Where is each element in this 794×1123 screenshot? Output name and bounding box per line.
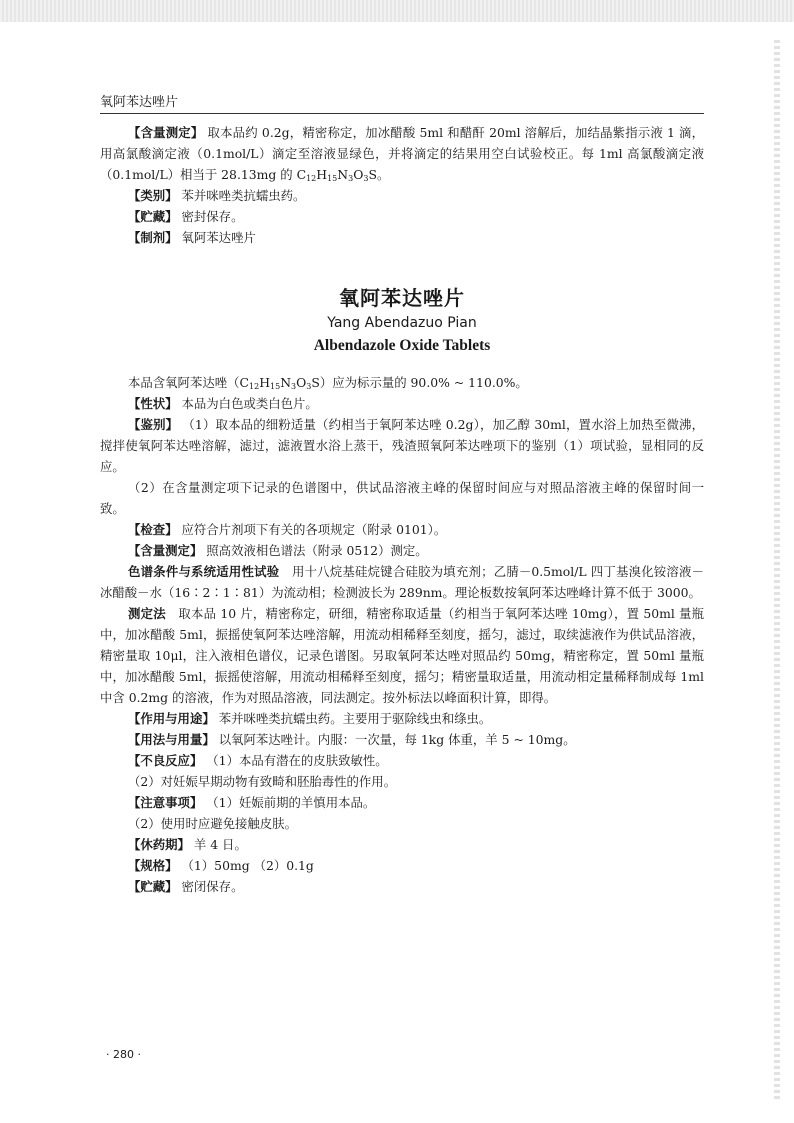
prev-storage-paragraph: 【贮藏】 密封保存。	[128, 209, 244, 224]
subsection-label: 色谱条件与系统适用性试验	[128, 564, 280, 579]
adverse-paragraph-1: 【不良反应】 （1）本品有潜在的皮肤致敏性。	[128, 753, 388, 768]
dosage-paragraph: 【用法与用量】 以氧阿苯达唑计。内服：一次量，每 1kg 体重，羊 5 ~ 10mg。	[128, 732, 576, 747]
identification-paragraph-2: （2）在含量测定项下记录的色谱图中，供试品溶液主峰的保留时间应与对照品溶液主峰的保留时间一致。	[100, 480, 704, 516]
withdrawal-paragraph: 【休药期】 羊 4 日。	[128, 837, 247, 852]
page-content	[100, 122, 704, 897]
storage-paragraph: 【贮藏】 密闭保存。	[128, 879, 244, 894]
character-paragraph: 【性状】 本品为白色或类白色片。	[128, 396, 318, 411]
method-paragraph: 测定法 取本品 10 片，精密称定，研细，精密称取适量（约相当于氧阿苯达唑 10mg），置 50ml 量瓶中，加冰醋酸 5ml，振摇使氧阿苯达唑溶解，用流动相稀释至刻度，摇匀，滤过，取续滤液作为供试品溶液，精密量取 10μl，注入液相色谱仪，记录色谱图。另取氧阿苯达唑对照品约 50mg，精密称定，置 50ml 量瓶中，加冰醋酸 5ml，振摇使溶解，用流动相稀释至刻度，摇匀；精密量取适量，用流动相定量稀释制成每 1ml 中含 0.2mg 的溶液，作为对照品溶液，同法测定。按外标法以峰面积计算，即得。	[100, 606, 705, 705]
section-label: 【规格】	[128, 858, 178, 873]
header-rule	[100, 113, 704, 114]
section-label: 【含量测定】	[128, 125, 204, 140]
examination-paragraph: 【检查】 应符合片剂项下有关的各项规定（附录 0101）。	[128, 522, 447, 537]
system-suitability-paragraph: 色谱条件与系统适用性试验 用十八烷基硅烷键合硅胶为填充剂；乙腈－0.5mol/L 四丁基溴化铵溶液－冰醋酸－水（16∶2∶1∶81）为流动相；检测波长为 289nm。理论板数按氧阿苯达唑峰计算不低于 3000。	[100, 564, 705, 600]
section-label: 【含量测定】	[128, 543, 203, 558]
intro-paragraph: 本品含氧阿苯达唑$(C_{12}H_{15}N_3O_3S)$应为标示量的 90.0% ~ 110.0%。	[128, 375, 528, 391]
section-label: 【性状】	[128, 396, 178, 411]
section-label: 【类别】	[128, 188, 178, 203]
cautions-paragraph-2: （2）使用时应避免接触皮肤。	[128, 816, 297, 831]
running-head: 氧阿苯达唑片	[100, 95, 179, 110]
section-label: 【不良反应】	[128, 753, 203, 768]
prev-assay-paragraph: 【含量测定】 取本品约 0.2g，精密称定，加冰醋酸 5ml 和醋酐 20ml 溶解后，加结晶紫指示液 1 滴，用高氯酸滴定液（0.1mol/L）滴定至溶液显绿色，并将滴定的结果用空白试验校正。每 1ml 高氯酸滴定液（0.1mol/L）相当于 28.13mg 的 $C_{12}H_{15}N_3O_3S$。	[100, 125, 704, 183]
section-label: 【注意事项】	[128, 795, 203, 810]
scan-top-edge	[0, 0, 794, 22]
scan-right-edge	[774, 40, 780, 1100]
identification-paragraph-1: 【鉴别】 （1）取本品的细粉适量（约相当于氧阿苯达唑 0.2g），加乙醇 30ml，置水浴上加热至微沸，搅拌使氧阿苯达唑溶解，滤过，滤液置水浴上蒸干，残渣照氧阿苯达唑项下的鉴别（1）项试验，显相同的反应。	[100, 417, 704, 474]
monograph-title-pinyin: Yang Abendazuo Pian	[327, 315, 477, 331]
cautions-paragraph-1: 【注意事项】 （1）妊娠前期的羊慎用本品。	[128, 795, 376, 810]
page-number: · 280 ·	[106, 1048, 141, 1061]
monograph-title-cn: 氧阿苯达唑片	[339, 286, 465, 310]
section-label: 【贮藏】	[128, 209, 178, 224]
section-label: 【贮藏】	[128, 879, 178, 894]
section-label: 【作用与用途】	[128, 711, 215, 726]
strength-paragraph: 【规格】 （1）50mg （2）0.1g	[128, 858, 314, 873]
section-label: 【用法与用量】	[128, 732, 215, 747]
section-label: 【鉴别】	[128, 417, 179, 432]
section-label: 【制剂】	[128, 230, 178, 245]
prev-category-paragraph: 【类别】 苯并咪唑类抗蠕虫药。	[128, 188, 306, 203]
action-paragraph: 【作用与用途】 苯并咪唑类抗蠕虫药。主要用于驱除线虫和绦虫。	[128, 711, 492, 726]
section-label: 【休药期】	[128, 837, 190, 852]
prev-preparation-paragraph: 【制剂】 氧阿苯达唑片	[128, 230, 256, 245]
monograph-title-en: Albendazole Oxide Tablets	[313, 337, 491, 354]
section-label: 【检查】	[128, 522, 178, 537]
subsection-label: 测定法	[128, 606, 166, 621]
adverse-paragraph-2: （2）对妊娠早期动物有致畸和胚胎毒性的作用。	[128, 774, 397, 789]
assay-paragraph: 【含量测定】 照高效液相色谱法（附录 0512）测定。	[128, 543, 428, 558]
